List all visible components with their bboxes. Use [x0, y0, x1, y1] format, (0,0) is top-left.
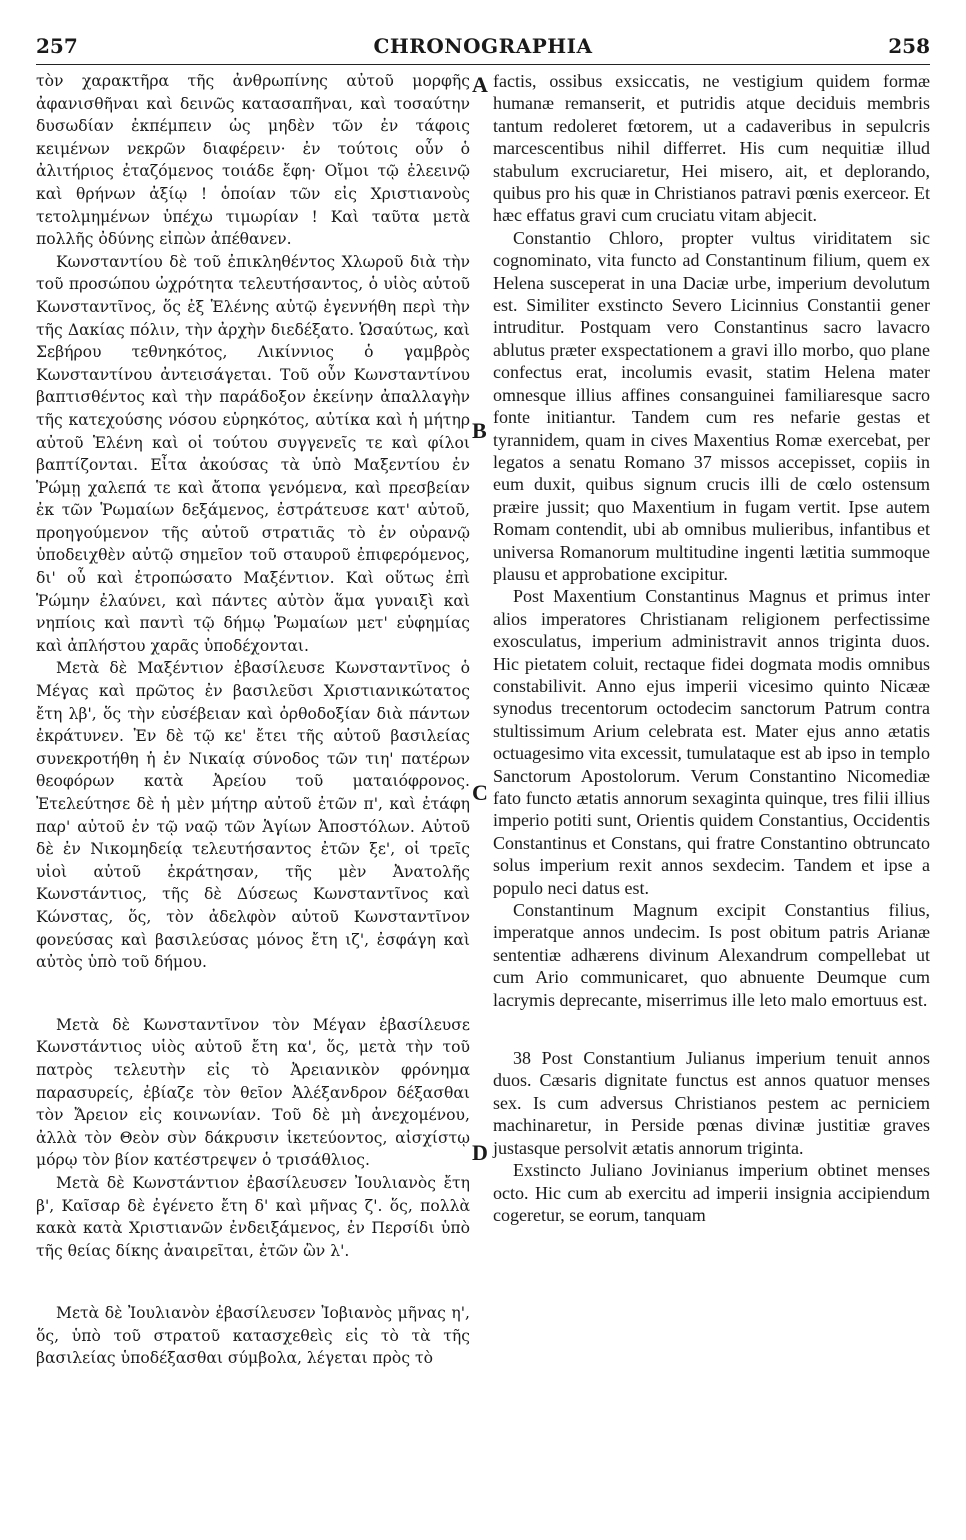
greek-paragraph: Μετὰ δὲ Κωνσταντῖνον τὸν Μέγαν ἐβασίλευσε Κωνστάντιος υἱὸς αὐτοῦ ἔτη κα', ὅς, μετὰ τὴν τοῦ πατρὸς τελευτὴν εἰς τὸ Ἀρειανικὸν φρόνημα παρασυρείς, ἐβίαζε τὸν θεῖον Ἀλέξανδρον δέξασθαι τὸν Ἄρειον εἰς κοινωνίαν. Τοῦ δὲ μὴ ἀνεχομένου, ἀλλὰ τὸν Θεὸν σὺν δάκρυσιν ἱκετεύοντος, αἰσχίστῳ μόρῳ τὸν βίον κατέστρεψεν ὁ τρισάθλιος.: [36, 1015, 470, 1170]
latin-paragraph: factis, ossibus exsiccatis, ne vestigium quidem formæ humanæ remanserit, et putridis atque deciduis membris tantum redoleret fœtorem, ut a cadaveribus in sepulcris marcescentibus nihil differret. His cum nequitiæ illud stabulum excruciaretur, Hei misero, ait, et deplorando, quibus pro his quæ in Christianos patravi pœnis exerceor. Et hæc effatus gravi cum cruciatu vitam abjecit.: [493, 71, 930, 226]
greek-paragraph: Μετὰ δὲ Ἰουλιανὸν ἐβασίλευσεν Ἰοβιανὸς μῆνας η', ὅς, ὑπὸ τοῦ στρατοῦ κατασχεθεὶς εἰς τὸ τὰ τῆς βασιλείας ὑποδέξασθαι σύμβολα, λέγεται πρὸς τὸ: [36, 1304, 470, 1368]
section-gap: [36, 974, 470, 1014]
page-number-left: 257: [36, 34, 78, 58]
greek-column: [36, 70, 470, 1370]
margin-letter-c: C: [472, 780, 488, 805]
greek-paragraph: Μετὰ δὲ Μαξέντιον ἐβασίλευσε Κωνσταντῖνος ὁ Μέγας καὶ πρῶτος ἐν βασιλεῦσι Χριστιανικώτατος ἔτη λβ', ὅς τὴν εὐσέβειαν καὶ ὀρθοδοξίαν διὰ πάντων ἐκράτυνεν. Ἐν δὲ τῷ κε' ἔτει τῆς αὐτοῦ βασιλείας συνεκροτήθη ἡ ἐν Νικαίᾳ σύνοδος τῶν τιη' πατέρων θεοφόρων κατὰ Ἀρείου τοῦ ματαιόφρονος. Ἐτελεύτησε δὲ ἡ μὲν μήτηρ αὐτοῦ ἐτῶν π', καὶ ἐτάφη παρ' αὐτοῦ ἐν τῷ ναῷ τῶν Ἁγίων Ἀποστόλων. Αὐτοῦ δὲ ἐν Νικομηδείᾳ τελευτήσαντος ἐτῶν ξε', οἱ τρεῖς υἱοὶ αὐτοῦ ἐκράτησαν, τῆς μὲν Ἀνατολῆς Κωνστάντιος, τῆς δὲ Δύσεως Κωνσταντῖνος καὶ Κώνστας, ὅς, τὸν ἀδελφὸν αὐτοῦ Κωνσταντῖνον φονεύσας καὶ βασιλεύσας μόνος ἔτη ιζ', ἐσφάγη καὶ αὐτὸς ὑπὸ τοῦ δήμου.: [36, 659, 470, 972]
margin-letter-a: A: [472, 72, 488, 97]
page-number-right: 258: [888, 34, 930, 58]
latin-paragraph: Post Maxentium Constantinus Magnus et primus inter alios imperatores Christianam religionem perfectissime exosculatus, imperium administravit annos triginta duos. Hic pietatem coluit, rectaque fidei dogmata modis omnibus constabilivit. Anno ejus imperii vicesimo quinto Nicææ synodus trecentorum octodecim sanctorum Patrum contra stultissimum Arium celebrata est. Mater ejus anno ætatis octuagesimo vita excessit, tumulataque est ab ipso in templo Sanctorum Apostolorum. Verum Constantino Nicomediæ fato functo ætatis annorum sexaginta quinque, tres filii illius imperio potiti sunt, Orientis quidem Constantius, Occidentis Constantinus et Constans, qui fratre Constantino obtruncato solus imperium rexit annos sexdecim. Tandem et ipse a populo neci datus est.: [493, 586, 930, 898]
latin-paragraph: Constantio Chloro, propter vultus viriditatem sic cognominato, vita functo ad Constantinum filium, quem ex Helena susceperat in una Daciæ urbe, imperium devolutum est. Similiter exstincto Severo Licinnius Constantii gener intruditur. Postquam vero Constantinus sacro lavacro ablutus præter exspectationem a gravi illo morbo, quo plane confectus erat, incolumis evasit, statim Helena mater omnesque illius affines consanguinei familiaresque sacro fonte initiantur. Tandem cum res nefarie gestas et tyrannidem, quam in cives Maxentius Romæ exercebat, per legatos a senatu Romano 37 missos accepisset, copiis in eum duxit, quibus signum crucis illi de cœlo ostensum præire jussit; quo Maxentium in fugam vertit. Ipse autem Romam contendit, ubi ab omnibus mulieribus, infantibus et universa Romanorum multitudine ingenti lætitia summoque plausu et approbatione excipitur.: [493, 227, 930, 584]
greek-paragraph: τὸν χαρακτῆρα τῆς ἀνθρωπίνης αὐτοῦ μορφῆς ἀφανισθῆναι καὶ δεινῶς κατασαπῆναι, καὶ τοσαύτην δυσωδίαν ἐκπέμπειν ὡς μηδὲν τῶν ἐν τάφοις κειμένων νεκρῶν διαφέρειν· ἐν τούτοις οὖν ὁ ἀλιτήριος ἐταζόμενος τοιάδε ἔφη· Οἴμοι τῷ ἐλεεινῷ καὶ θρήνων ἀξίῳ ! ὁποίαν τῶν εἰς Χριστιανοὺς τετολμημένων ὑπέχω τιμωρίαν ! Καὶ ταῦτα μετὰ πολλῆς ὀδύνης εἰπὼν ἀπέθανεν.: [36, 72, 470, 249]
margin-letter-d: D: [472, 1140, 488, 1165]
latin-paragraph: 38 Post Constantium Julianus imperium tenuit annos duos. Cæsaris dignitate functus est annos quatuor menses sex. Is cum adversus Christianos pestem ac perniciem machinaretur, in Perside pœnas divinæ justitiæ graves justasque persolvit ætatis annorum triginta.: [493, 1048, 930, 1158]
greek-paragraph: Μετὰ δὲ Κωνστάντιον ἐβασίλευσεν Ἰουλιανὸς ἔτη β', Καῖσαρ δὲ ἐγένετο ἔτη δ' καὶ μῆνας ζ'. ὅς, πολλὰ κακὰ κατὰ Χριστιανῶν ἐνδειξάμενος, ἐν Περσίδι ὑπὸ τῆς θείας δίκης ἀναιρεῖται, ἐτῶν ὢν λ'.: [36, 1173, 470, 1260]
latin-paragraph: Constantinum Magnum excipit Constantius filius, imperatque annos undecim. Is post obitum patris Arianæ sententiæ adhærens divinum Alexandrum compellebat ut cum Ario communicaret, quo abnuente Deumque cum lacrymis deprecante, miserrimus ille leto malo emortuus est.: [493, 900, 930, 1010]
running-header: [36, 30, 930, 65]
latin-column: [493, 70, 930, 1226]
margin-letter-b: B: [472, 418, 487, 443]
section-gap: [493, 1011, 930, 1047]
greek-paragraph: Κωνσταντίου δὲ τοῦ ἐπικληθέντος Χλωροῦ διὰ τὴν τοῦ προσώπου ὠχρότητα τελευτήσαντος, ὁ υἱὸς αὐτοῦ Κωνσταντῖνος, ὅς ἐξ Ἑλένης αὐτῷ ἐγεννήθη περὶ τὴν τῆς Δακίας πόλιν, τὴν ἀρχὴν διεδέξατο. Ὡσαύτως, καὶ Σεβήρου τεθνηκότος, Λικίννιος ὁ γαμβρὸς Κωνσταντίνου ἀντεισάγεται. Τοῦ οὖν Κωνσταντίνου βαπτισθέντος καὶ τὴν παράδοξον ἐκείνην ἀπαλλαγὴν τῆς κατεχούσης νόσου εὑρηκότος, αὐτίκα καὶ ἡ μήτηρ αὐτοῦ Ἑλένη καὶ οἱ τούτου συγγενεῖς τε καὶ φίλοι βαπτίζονται. Εἶτα ἀκούσας τὰ ὑπὸ Μαξεντίου ἐν Ῥώμῃ χαλεπά τε καὶ ἄτοπα γενόμενα, καὶ πρεσβείαν ἐκ τῶν Ῥωμαίων δεξάμενος, ἐστράτευσε κατ' αὐτοῦ, προηγούμενον τῆς αὐτοῦ στρατιᾶς τὸ ἐν οὐρανῷ ὑποδειχθὲν αὐτῷ σημεῖον τοῦ σταυροῦ ἐπιφερόμενος, δι' οὗ καὶ ἐτροπώσατο Μαξέντιον. Καὶ οὕτως ἐπὶ Ῥώμην ἐλαύνει, καὶ πάντες αὐτὸν ἅμα γυναιξὶ καὶ νηπίοις καὶ παντὶ τῷ δήμῳ Ῥωμαίων μετ' εὐφημίας καὶ ἀπλήστου χαρᾶς ὑποδέχονται.: [36, 252, 470, 655]
running-title: CHRONOGRAPHIA: [373, 34, 593, 58]
section-gap: [36, 1262, 470, 1302]
latin-paragraph: Exstincto Juliano Jovinianus imperium obtinet menses octo. Hic cum ab exercitu ad imperii insignia accipiendum cogeretur, se eorum, tanquam: [493, 1160, 930, 1225]
